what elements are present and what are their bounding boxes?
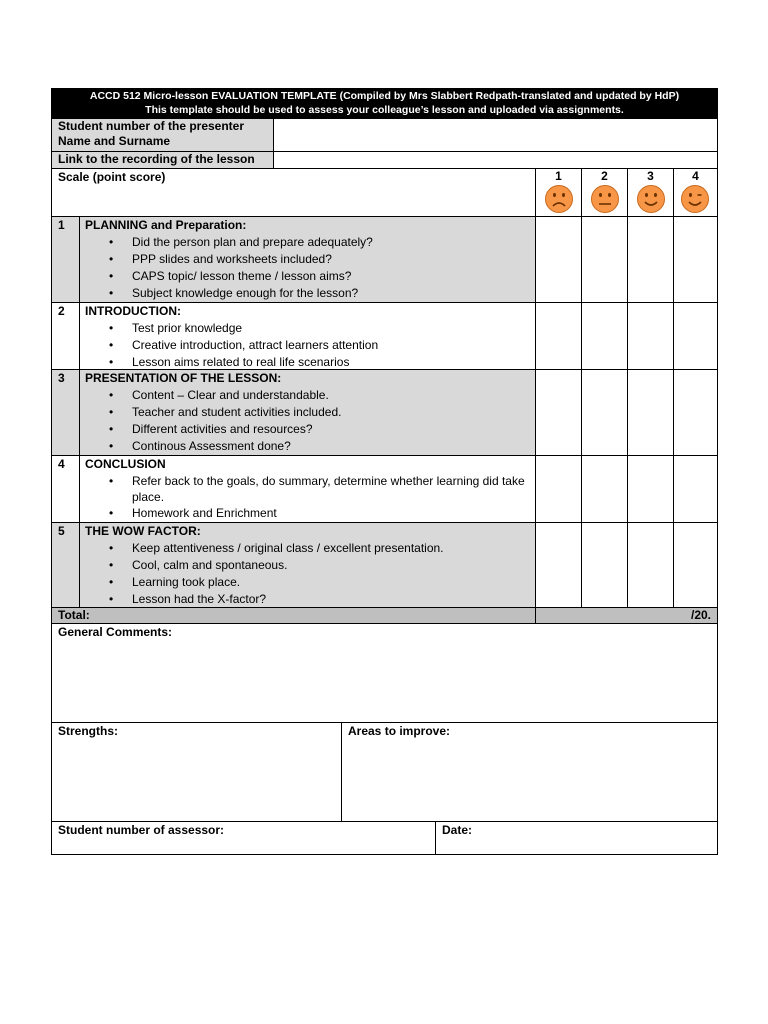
list-item: • Different activities and resources?: [80, 421, 535, 438]
date-field[interactable]: Date:: [435, 821, 718, 855]
list-item: • Test prior knowledge: [80, 320, 535, 337]
section-number-5: 5: [51, 522, 80, 608]
section-number-1: 1: [51, 216, 80, 303]
assessor-student-number-field[interactable]: Student number of assessor:: [51, 821, 436, 855]
score-cell-3-3[interactable]: [627, 369, 674, 456]
general-comments-field[interactable]: General Comments:: [51, 623, 718, 723]
scale-column-3: [627, 168, 674, 217]
section-title: THE WOW FACTOR:: [85, 524, 201, 538]
list-item: • Learning took place.: [80, 574, 535, 591]
section-title: CONCLUSION: [85, 457, 166, 471]
score-cell-3-1[interactable]: [535, 369, 582, 456]
section-conclusion: [79, 455, 536, 523]
score-cell-4-1[interactable]: [535, 455, 582, 523]
strengths-field[interactable]: Strengths:: [51, 722, 342, 822]
section-number-3: 3: [51, 369, 80, 456]
score-cell-5-4[interactable]: [673, 522, 718, 608]
score-cell-2-1[interactable]: [535, 302, 582, 370]
section-wow-factor: [79, 522, 536, 608]
score-cell-1-1[interactable]: [535, 216, 582, 303]
section-presentation: [79, 369, 536, 456]
list-item: • CAPS topic/ lesson theme / lesson aims?: [80, 268, 535, 285]
score-cell-2-2[interactable]: [581, 302, 628, 370]
score-cell-4-4[interactable]: [673, 455, 718, 523]
scale-point-3: 3: [647, 169, 654, 183]
recording-link-field[interactable]: [273, 151, 718, 169]
score-cell-2-3[interactable]: [627, 302, 674, 370]
scale-column-1: [535, 168, 582, 217]
scale-column-4: [673, 168, 718, 217]
score-cell-4-2[interactable]: [581, 455, 628, 523]
neutral-face-icon: [590, 184, 620, 214]
total-label: Total:: [51, 607, 536, 624]
score-cell-3-2[interactable]: [581, 369, 628, 456]
list-item: • Refer back to the goals, do summary, determine whether learning did take place.: [80, 473, 535, 505]
list-item: • Homework and Enrichment: [80, 505, 535, 522]
section-title: INTRODUCTION:: [85, 304, 181, 318]
form-header: [51, 88, 718, 119]
recording-link-label: Link to the recording of the lesson: [51, 151, 274, 169]
scale-point-2: 2: [601, 169, 608, 183]
winking-face-icon: [680, 184, 710, 214]
section-number-4: 4: [51, 455, 80, 523]
list-item: • Cool, calm and spontaneous.: [80, 557, 535, 574]
score-cell-5-2[interactable]: [581, 522, 628, 608]
section-title: PLANNING and Preparation:: [85, 218, 247, 232]
section-introduction: [79, 302, 536, 370]
list-item: • Did the person plan and prepare adequately?: [80, 234, 535, 251]
section-number-2: 2: [51, 302, 80, 370]
scale-point-1: 1: [555, 169, 562, 183]
presenter-student-number-field[interactable]: [273, 118, 718, 152]
score-cell-3-4[interactable]: [673, 369, 718, 456]
score-cell-5-3[interactable]: [627, 522, 674, 608]
list-item: • Subject knowledge enough for the lesson?: [80, 285, 535, 302]
scale-label: Scale (point score): [51, 168, 536, 217]
list-item: • Lesson aims related to real life scenarios: [80, 354, 535, 371]
presenter-name-label: Name and Surname: [51, 134, 274, 152]
frowning-face-icon: [544, 184, 574, 214]
smiling-face-icon: [636, 184, 666, 214]
score-cell-1-4[interactable]: [673, 216, 718, 303]
section-planning: [79, 216, 536, 303]
list-item: • Continous Assessment done?: [80, 438, 535, 455]
list-item: • Creative introduction, attract learners attention: [80, 337, 535, 354]
section-title: PRESENTATION OF THE LESSON:: [85, 371, 282, 385]
form-instruction: This template should be used to assess your colleague’s lesson and uploaded via assignments.: [145, 104, 624, 116]
scale-point-4: 4: [692, 169, 699, 183]
total-score-field[interactable]: /20.: [535, 607, 718, 624]
list-item: • Teacher and student activities included.: [80, 404, 535, 421]
list-item: • PPP slides and worksheets included?: [80, 251, 535, 268]
score-cell-1-2[interactable]: [581, 216, 628, 303]
score-cell-4-3[interactable]: [627, 455, 674, 523]
list-item: • Keep attentiveness / original class / excellent presentation.: [80, 540, 535, 557]
score-cell-2-4[interactable]: [673, 302, 718, 370]
presenter-student-number-label: Student number of the presenter: [51, 118, 274, 135]
form-title: ACCD 512 Micro-lesson EVALUATION TEMPLATE (Compiled by Mrs Slabbert Redpath-translated and updated by HdP): [89, 90, 680, 102]
areas-to-improve-field[interactable]: Areas to improve:: [341, 722, 718, 822]
list-item: • Content – Clear and understandable.: [80, 387, 535, 404]
score-cell-1-3[interactable]: [627, 216, 674, 303]
scale-column-2: [581, 168, 628, 217]
score-cell-5-1[interactable]: [535, 522, 582, 608]
list-item: • Lesson had the X-factor?: [80, 591, 535, 608]
